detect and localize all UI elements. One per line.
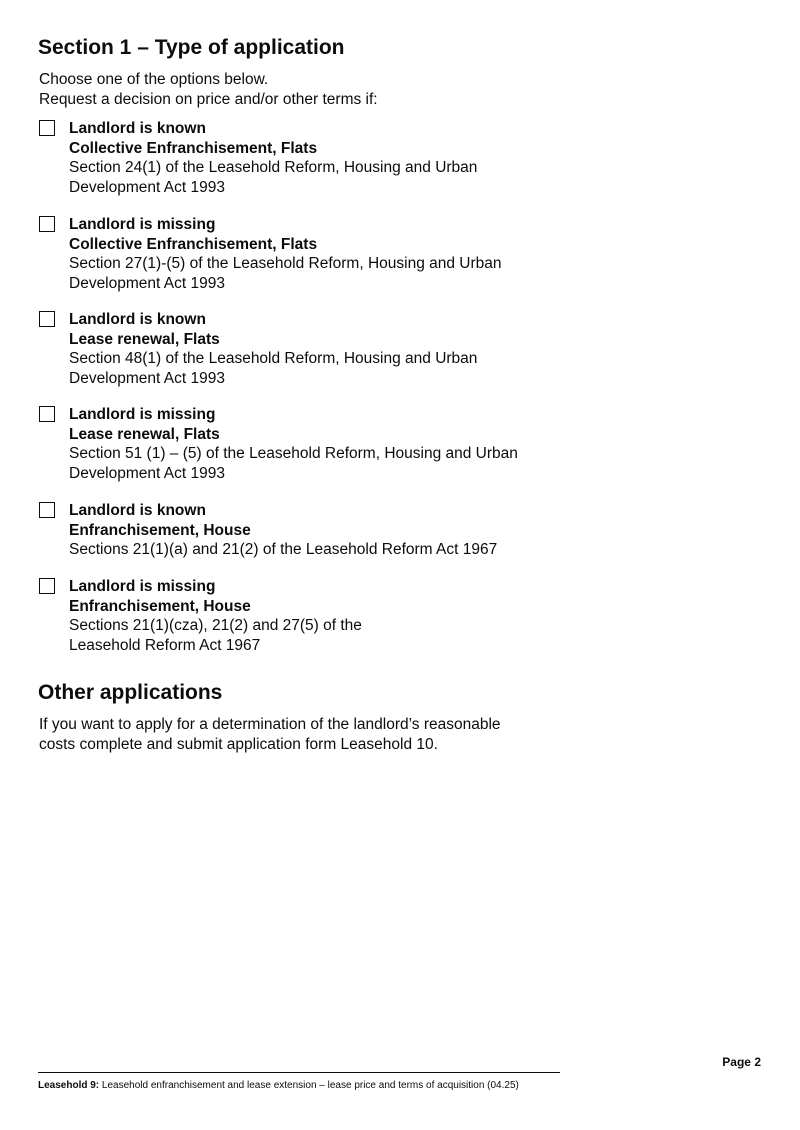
option-landlord-status: Landlord is missing (69, 578, 216, 595)
option-known-lease-renewal (38, 310, 558, 405)
footer-form-description: Leasehold enfranchisement and lease extension – lease price and terms of acquisition (04.25) (101, 1080, 519, 1091)
option-legal-reference: Section 27(1)-(5) of the Leasehold Reform, Housing and Urban Development Act 1993 (69, 255, 502, 292)
footer-form-name: Leasehold 9: (38, 1080, 100, 1091)
option-legal-reference: Section 24(1) of the Leasehold Reform, Housing and Urban Development Act 1993 (69, 159, 478, 196)
option-missing-lease-renewal (38, 405, 558, 501)
footer-divider (38, 1072, 560, 1073)
footer-form-info (38, 1079, 519, 1092)
option-application-type: Enfranchisement, House (69, 597, 251, 615)
option-missing-collective-enfranchisement (38, 215, 558, 310)
option-application-type: Lease renewal, Flats (69, 330, 220, 348)
option-known-enfranchisement-house (38, 501, 558, 577)
section-intro (39, 70, 378, 110)
option-checkbox[interactable] (39, 578, 55, 594)
option-landlord-status: Landlord is missing (69, 406, 216, 423)
option-missing-enfranchisement-house (38, 577, 558, 655)
page-title: Section 1 – Type of application (38, 36, 345, 59)
intro-line-1: Choose one of the options below. (39, 71, 269, 88)
option-application-type: Lease renewal, Flats (69, 425, 220, 443)
other-applications-text: If you want to apply for a determination of the landlord’s reasonable costs complete and submit application form Leasehold 10. (39, 716, 501, 753)
option-landlord-status: Landlord is known (69, 311, 206, 328)
option-known-collective-enfranchisement (38, 119, 558, 215)
option-checkbox[interactable] (39, 502, 55, 518)
option-landlord-status: Landlord is known (69, 502, 206, 519)
option-legal-reference: Section 51 (1) – (5) of the Leasehold Reform, Housing and Urban Development Act 1993 (69, 445, 518, 482)
intro-line-2: Request a decision on price and/or other terms if: (39, 91, 378, 108)
option-legal-reference: Sections 21(1)(a) and 21(2) of the Leasehold Reform Act 1967 (69, 541, 498, 558)
option-checkbox[interactable] (39, 120, 55, 136)
option-checkbox[interactable] (39, 406, 55, 422)
other-applications-heading: Other applications (38, 681, 223, 704)
option-application-type: Enfranchisement, House (69, 521, 251, 539)
option-legal-reference: Section 48(1) of the Leasehold Reform, Housing and Urban Development Act 1993 (69, 350, 478, 387)
page-number: Page 2 (722, 1055, 761, 1069)
option-checkbox[interactable] (39, 311, 55, 327)
option-application-type: Collective Enfranchisement, Flats (69, 235, 318, 253)
option-checkbox[interactable] (39, 216, 55, 232)
option-application-type: Collective Enfranchisement, Flats (69, 139, 318, 157)
option-legal-reference: Sections 21(1)(cza), 21(2) and 27(5) of the Leasehold Reform Act 1967 (69, 617, 362, 654)
application-type-options (38, 119, 558, 655)
option-landlord-status: Landlord is known (69, 120, 206, 137)
option-landlord-status: Landlord is missing (69, 216, 216, 233)
